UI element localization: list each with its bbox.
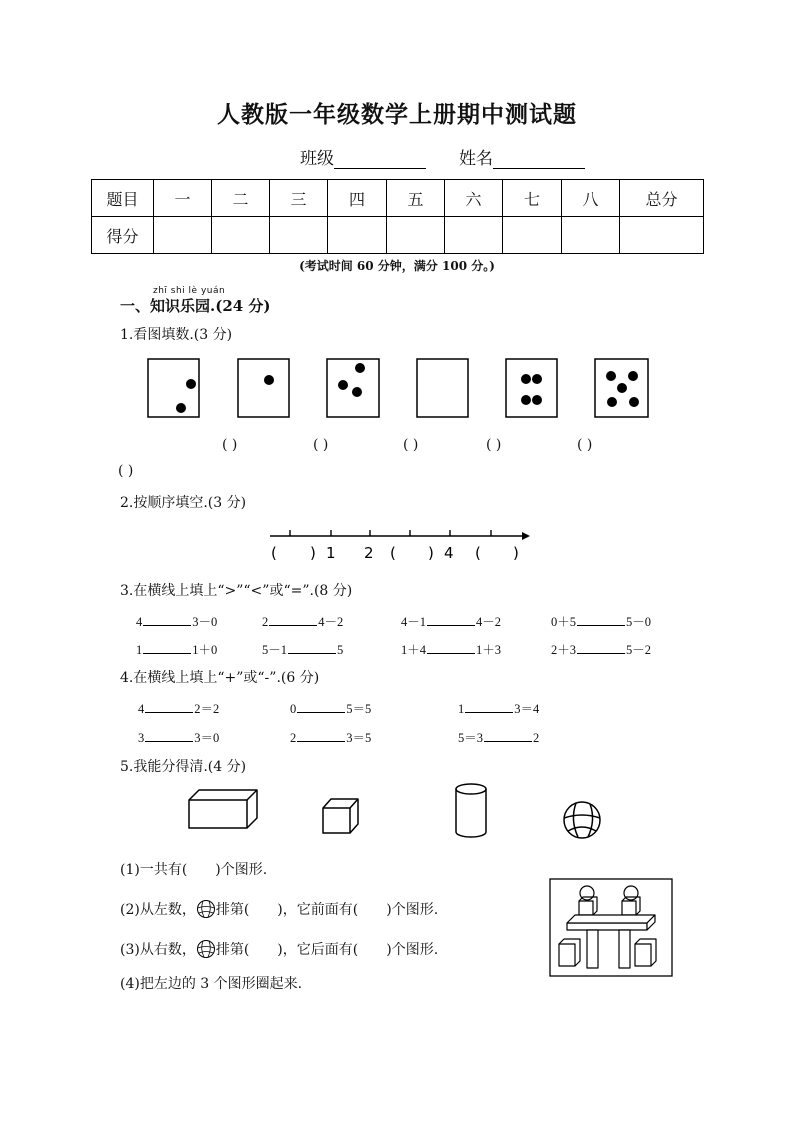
dice-icon <box>327 359 379 417</box>
operator-equation: 3 3＝0 <box>138 731 220 745</box>
score-cell[interactable] <box>387 217 445 254</box>
header-cell: 题目 <box>92 180 154 217</box>
score-row-label: 得分 <box>92 217 154 254</box>
ball-icon <box>196 899 216 919</box>
header-cell: 四 <box>328 180 387 217</box>
number-line-label: ( <box>475 544 481 562</box>
number-line-label: ) <box>310 544 316 562</box>
header-cell: 二 <box>212 180 270 217</box>
dice-icon <box>595 359 648 417</box>
score-header-row <box>92 180 704 217</box>
dice-icon <box>148 359 199 417</box>
cube-icon <box>323 799 358 833</box>
q5-sub4: (4)把左边的 3 个图形圈起来. <box>120 976 303 992</box>
section1-title: 一、知识乐园.(24 分) <box>120 297 271 315</box>
score-cell[interactable] <box>503 217 562 254</box>
blocks-figure <box>549 878 673 978</box>
answer-line[interactable] <box>143 613 191 626</box>
answer-line[interactable] <box>577 613 625 626</box>
score-cell[interactable] <box>270 217 328 254</box>
header-cell: 七 <box>503 180 562 217</box>
ball-icon <box>624 886 638 900</box>
operator-equation: 0 5＝5 <box>290 702 372 716</box>
page-title: 人教版一年级数学上册期中测试题 <box>217 101 577 128</box>
q5-sub1: (1)一共有( )个图形. <box>120 862 268 878</box>
dice-icon <box>238 359 289 417</box>
compare-equation: 4 3－0 <box>136 615 218 629</box>
answer-line[interactable] <box>288 641 336 654</box>
shapes-row <box>180 778 620 850</box>
answer-line[interactable] <box>577 641 625 654</box>
ball-icon <box>564 802 600 838</box>
compare-equation: 1 1＋0 <box>136 643 218 657</box>
q1-title: 1.看图填数.(3 分) <box>120 327 233 343</box>
q5-sub2: (2)从左数， 排第( )，它前面有( )个图形. <box>120 899 438 919</box>
q1-answer-blank[interactable]: ( ) <box>403 437 419 453</box>
class-blank[interactable] <box>334 150 426 169</box>
header-cell: 八 <box>562 180 620 217</box>
number-line-label: ) <box>513 544 519 562</box>
number-line <box>260 522 530 564</box>
number-line-label: 4 <box>444 544 454 562</box>
operator-equation: 1 3＝4 <box>458 702 540 716</box>
answer-line[interactable] <box>484 729 532 742</box>
dice-row <box>140 355 660 421</box>
number-line-label: 2 <box>364 544 374 562</box>
name-label: 姓名 <box>459 149 493 169</box>
q1-answer-blank[interactable]: ( ) <box>577 437 593 453</box>
score-cell[interactable] <box>154 217 212 254</box>
number-line-label: ) <box>428 544 434 562</box>
operator-equation: 5＝3 2 <box>458 731 540 745</box>
number-line-label: ( <box>390 544 396 562</box>
answer-line[interactable] <box>145 729 193 742</box>
score-cell[interactable] <box>445 217 503 254</box>
ball-icon <box>196 939 216 959</box>
answer-line[interactable] <box>143 641 191 654</box>
operator-equation: 4 2＝2 <box>138 702 220 716</box>
score-cell[interactable] <box>562 217 620 254</box>
q5-sub3: (3)从右数， 排第( )，它后面有( )个图形. <box>120 939 438 959</box>
q1-answer-blank[interactable]: ( ) <box>486 437 502 453</box>
answer-line[interactable] <box>427 641 475 654</box>
score-cell[interactable] <box>620 217 704 254</box>
answer-line[interactable] <box>269 613 317 626</box>
score-table <box>91 179 704 254</box>
exam-note: (考试时间 60 分钟，满分 100 分。) <box>299 259 495 273</box>
compare-equation: 2 4－2 <box>262 615 344 629</box>
header-cell: 一 <box>154 180 212 217</box>
answer-line[interactable] <box>297 700 345 713</box>
q3-title: 3.在横线上填上“>”“<”或“=”.(8 分) <box>120 583 353 599</box>
compare-equation: 5－1 5 <box>262 643 344 657</box>
class-label: 班级 <box>300 149 334 169</box>
compare-equation: 0＋5 5－0 <box>551 615 652 629</box>
compare-equation: 2＋3 5－2 <box>551 643 652 657</box>
q1-answer-blank[interactable]: ( ) <box>222 437 238 453</box>
score-cell[interactable] <box>328 217 387 254</box>
q2-title: 2.按顺序填空.(3 分) <box>120 495 247 511</box>
score-value-row <box>92 217 704 254</box>
class-field <box>300 144 426 169</box>
header-cell: 三 <box>270 180 328 217</box>
cuboid-icon <box>189 790 257 828</box>
number-line-label: ( <box>271 544 277 562</box>
q5-title: 5.我能分得清.(4 分) <box>120 759 247 775</box>
number-line-label: 1 <box>326 544 336 562</box>
answer-line[interactable] <box>427 613 475 626</box>
q1-answer-blank[interactable]: ( ) <box>313 437 329 453</box>
dice-icon <box>506 359 557 417</box>
name-blank[interactable] <box>493 150 585 169</box>
header-cell: 六 <box>445 180 503 217</box>
q4-title: 4.在横线上填上“+”或“-”.(6 分) <box>120 670 320 686</box>
header-cell: 总分 <box>620 180 704 217</box>
q1-answer-blank[interactable]: ( ) <box>118 463 134 479</box>
cylinder-icon <box>456 784 486 837</box>
name-field <box>459 144 585 169</box>
compare-equation: 1＋4 1＋3 <box>401 643 502 657</box>
header-cell: 五 <box>387 180 445 217</box>
score-cell[interactable] <box>212 217 270 254</box>
dice-icon <box>417 359 468 417</box>
section1-pinyin: zhī shi lè yuán <box>153 286 226 296</box>
compare-equation: 4－1 4－2 <box>401 615 502 629</box>
operator-equation: 2 3＝5 <box>290 731 372 745</box>
answer-line[interactable] <box>297 729 345 742</box>
answer-line[interactable] <box>465 700 513 713</box>
answer-line[interactable] <box>145 700 193 713</box>
